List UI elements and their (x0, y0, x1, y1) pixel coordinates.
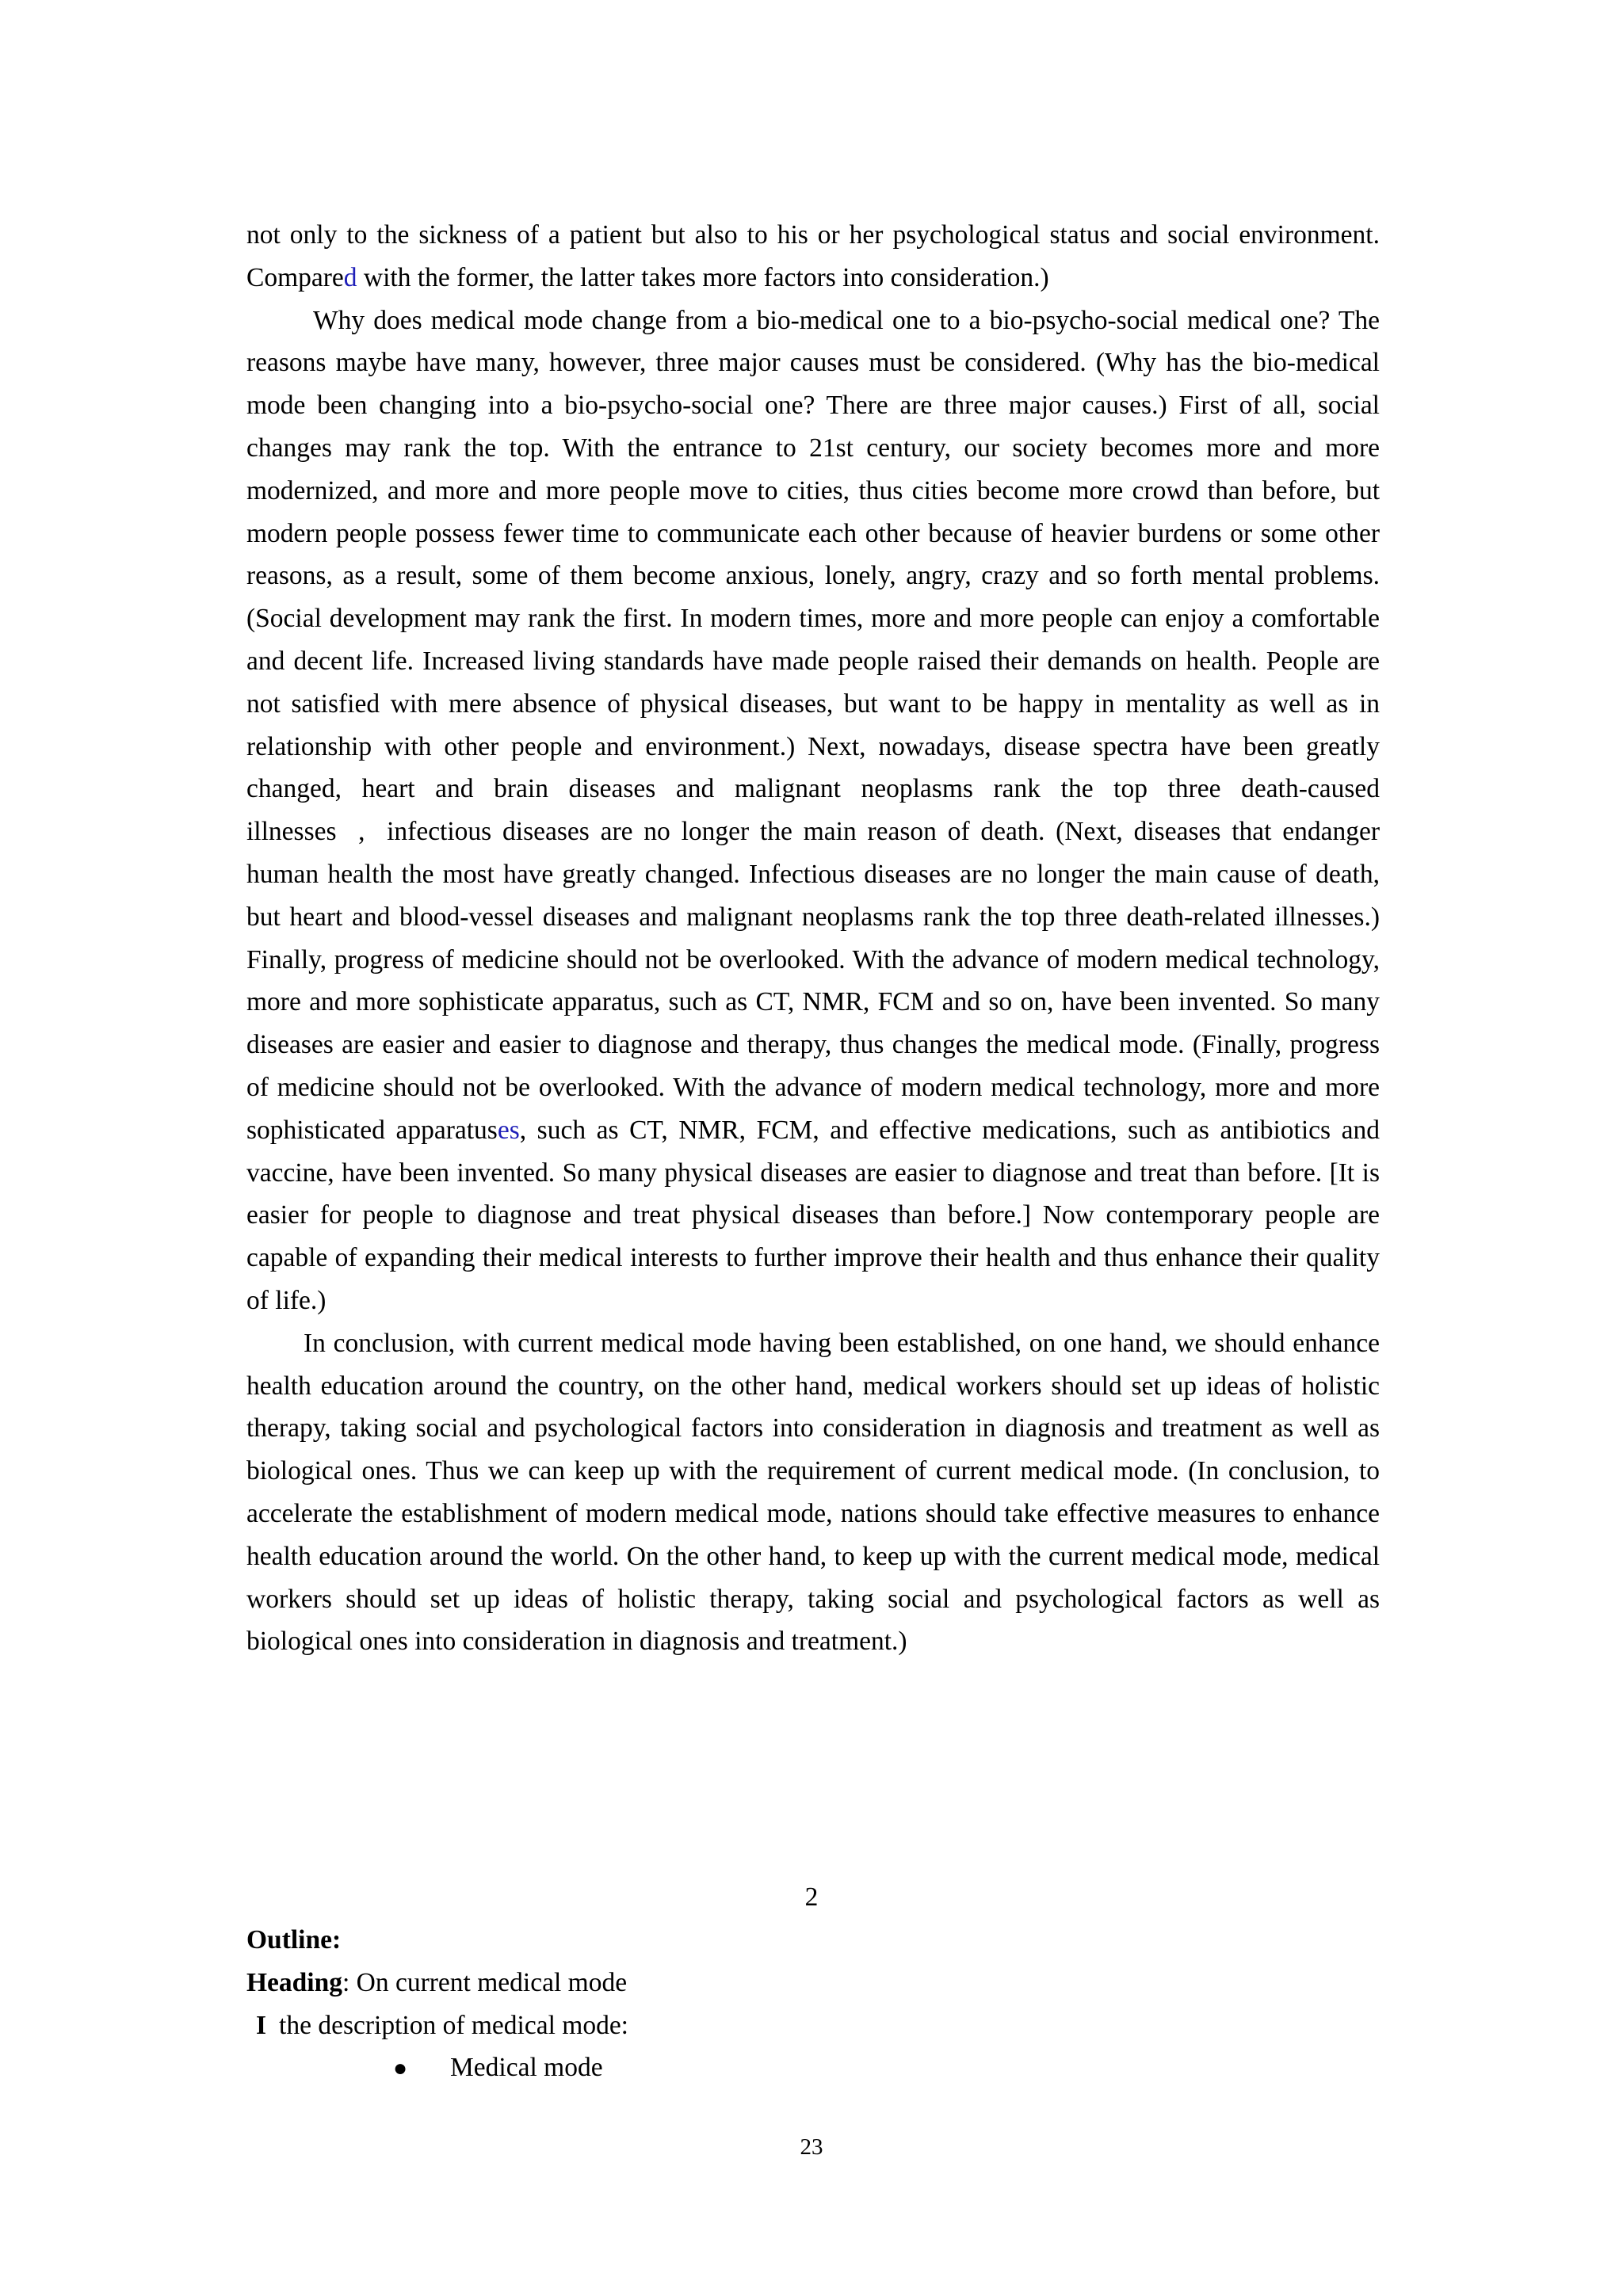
outline-bullet-text: Medical mode (450, 2053, 603, 2083)
paragraph-1-text-a: not only to the sickness of a patient but also to his or her psychological status and social environment. Compare (246, 220, 1380, 292)
body-text (246, 214, 1380, 1663)
outline-item-1 (246, 2004, 1380, 2047)
heading-label: Heading (246, 1967, 342, 1997)
paragraph-2-text-b: , such as CT, NMR, FCM, and effective medications, such as antibiotics and vaccine, have been invented. So many physical diseases are easier to diagnose and treat than before. [It is easier for people to diagnose and treat physical diseases than before.] Now contemporary people are capable of expanding their medical interests to further improve their health and thus enhance their quality of life.) (246, 1115, 1380, 1315)
paragraph-1 (246, 214, 1380, 299)
outline-title (246, 1919, 1380, 1962)
correction-mark: es (497, 1115, 520, 1145)
outline-title-text: Outline: (246, 1925, 342, 1955)
outline-bullet-item (246, 2046, 1380, 2090)
heading-text: : On current medical mode (342, 1967, 628, 1997)
bullet-icon: ● (393, 2055, 408, 2082)
outline-heading (246, 1962, 1380, 2004)
outline-section (246, 1919, 1380, 2090)
paragraph-1-text-b: with the former, the latter takes more factors into consideration.) (357, 262, 1049, 292)
roman-numeral: I (256, 2010, 267, 2040)
paragraph-3: In conclusion, with current medical mode having been established, on one hand, we should enhance health education around the country, on the other hand, medical workers should set up ideas of holistic therapy, taking social and psychological factors into consideration in diagnosis and treatment as well as biological ones. Thus we can keep up with the requirement of current medical mode. (In conclusion, to accelerate the establishment of modern medical mode, nations should take effective measures to enhance health education around the world. On the other hand, to keep up with the current medical mode, medical workers should set up ideas of holistic therapy, taking social and psychological factors as well as biological ones into consideration in diagnosis and treatment.) (246, 1328, 1380, 1657)
correction-mark: d (343, 262, 357, 292)
outline-item-1-text: the description of medical mode: (279, 2010, 628, 2040)
paragraph-2-text-a: Why does medical mode change from a bio-medical one to a bio-psycho-social medical one? The reasons maybe have many, however, three major causes must be considered. (Why has the bio-medical mode been changing into a bio-psycho-social one? There are three major causes.) First of all, social changes may rank the top. With the entrance to 21st century, our society becomes more and more modernized, and more and more people move to cities, thus cities become more crowd than before, but modern people possess fewer time to communicate each other because of heavier burdens or some other reasons, as a result, some of them become anxious, lonely, angry, crazy and so forth mental problems. (Social development may rank the first. In modern times, more and more people can enjoy a comfortable and decent life. Increased living standards have made people raised their demands on health. People are not satisfied with mere absence of physical diseases, but want to be happy in mentality as well as in relationship with other people and environment.) Next, nowadays, disease spectra have been greatly changed, heart and brain diseases and malignant neoplasms rank the top three death-caused illnesses , infectious diseases are no longer the main reason of death. (Next, diseases that endanger human health the most have greatly changed. Infectious diseases are no longer the main cause of death, but heart and blood-vessel diseases and malignant neoplasms rank the top three death-related illnesses.) Finally, progress of medicine should not be overlooked. With the advance of modern medical technology, more and more sophisticate apparatus, such as CT, NMR, FCM and so on, have been invented. So many diseases are easier and easier to diagnose and therapy, thus changes the medical mode. (Finally, progress of medicine should not be overlooked. With the advance of modern medical technology, more and more sophisticated apparatus (246, 305, 1380, 1145)
page-number: 23 (800, 2134, 823, 2160)
section-number: 2 (804, 1882, 819, 1912)
paragraph-2 (246, 299, 1380, 1322)
